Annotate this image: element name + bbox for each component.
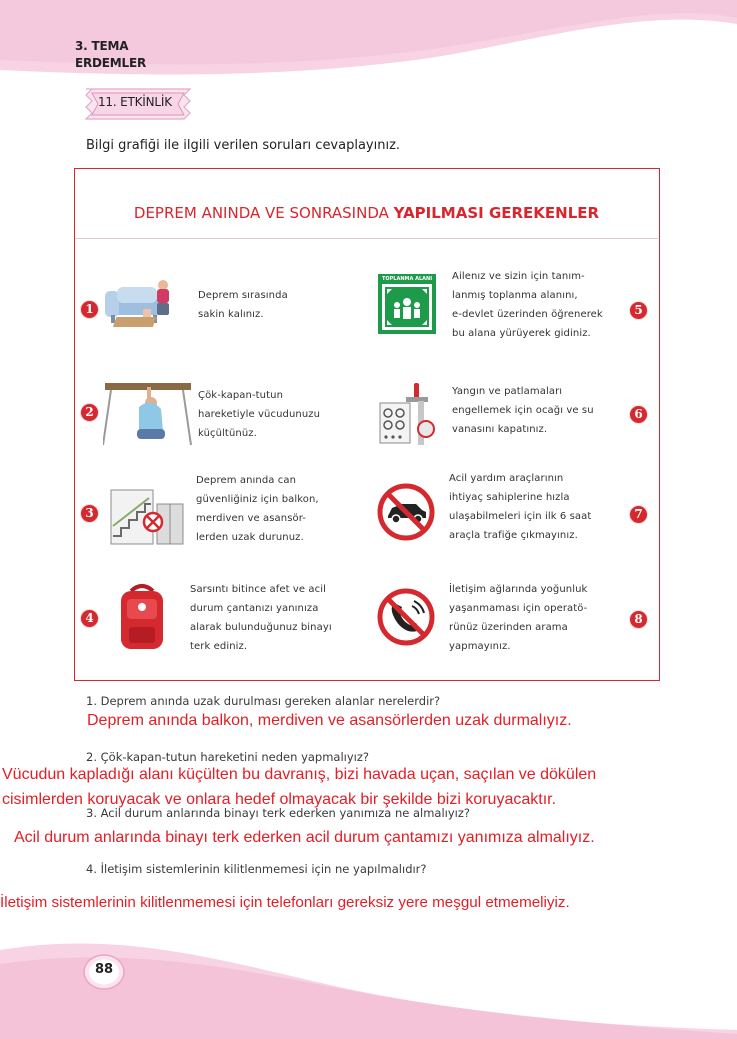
stairs-elevator-illustration: [109, 486, 187, 546]
infographic-box: [74, 168, 660, 681]
item-text-4: Sarsıntı bitince afet ve acil durum çantanızı yanınıza alarak bulunduğunuz binayı terk ediniz.: [190, 584, 332, 652]
item-number-4: 4: [80, 609, 99, 628]
answer-2-line-2: cisimlerden koruyacak ve onlara hedef olmayacak bir şekilde bizi koruyacaktır.: [2, 791, 557, 808]
title-regular: DEPREM ANINDA VE SONRASINDA: [133, 204, 394, 222]
item-number-1: 1: [80, 300, 99, 319]
assembly-area-sign-illustration: [378, 274, 436, 334]
page-number: 88: [95, 962, 114, 977]
item-text-5: Ailenız ve sizin için tanım- lanmış toplanma alanını, e-devlet üzerinden öğrenerek bu alana yürüyerek gidiniz.: [452, 271, 603, 339]
question-1: 1. Deprem anında uzak durulması gereken alanlar nerelerdir?: [86, 694, 441, 708]
item-number-3: 3: [80, 504, 99, 523]
activity-label: 11. ETKİNLİK: [98, 95, 172, 109]
activity-badge: [78, 85, 198, 123]
item-number-2: 2: [80, 403, 99, 422]
no-car-illustration: [376, 482, 436, 542]
answer-3: Acil durum anlarında binayı terk ederken acil durum çantamızı yanımıza almalıyız.: [14, 829, 595, 846]
question-3: 3. Acil durum anlarında binayı terk ederken yanımıza ne almalıyız?: [86, 806, 470, 820]
answer-1: Deprem anında balkon, merdiven ve asansörlerden uzak durmalıyız.: [87, 712, 572, 729]
item-number-6: 6: [629, 405, 648, 424]
question-2: 2. Çök-kapan-tutun hareketini neden yapmalıyız?: [86, 750, 370, 764]
answer-4: İletişim sistemlerinin kilitlenmemesi için telefonları gereksiz yere meşgul etmemeliyiz.: [0, 894, 570, 911]
assembly-sign-label: TOPLANMA ALANI: [381, 276, 433, 282]
theme-number: 3. TEMA: [75, 39, 129, 53]
title-bold: YAPILMASI GEREKENLER: [393, 204, 600, 222]
drop-cover-hold-illustration: [103, 379, 193, 449]
page-number-badge: [82, 952, 126, 992]
theme-header: [75, 38, 146, 72]
instruction-text: Bilgi grafiği ile ilgili verilen soruları cevaplayınız.: [86, 138, 401, 153]
item-text-6: Yangın ve patlamaları engellemek için ocağı ve su vanasını kapatınız.: [452, 386, 594, 435]
item-text-2: Çök-kapan-tutun hareketiyle vücudunuzu küçültünüz.: [198, 390, 321, 439]
item-text-1: Deprem sırasında sakin kalınız.: [198, 290, 288, 320]
infographic-title: [75, 169, 658, 239]
answer-2-line-1: Vücudun kapladığı alanı küçülten bu davranış, bizi havada uçan, saçılan ve dökülen: [2, 766, 597, 783]
question-4: 4. İletişim sistemlerinin kilitlenmemesi için ne yapılmalıdır?: [86, 862, 427, 876]
stove-valve-illustration: [378, 377, 440, 449]
item-text-8: İletişim ağlarında yoğunluk yaşanmaması için operatö- rünüz üzerinden arama yapmayınız.: [449, 584, 588, 652]
no-phone-call-illustration: [376, 587, 436, 647]
sofa-person-illustration: [103, 277, 183, 332]
item-text-7: Acil yardım araçlarının ihtiyaç sahiplerine hızla ulaşabilmeleri için ilk 6 saat araçla trafiğe çıkmayınız.: [449, 473, 592, 541]
item-text-3: Deprem anında can güvenliğiniz için balkon, merdiven ve asansör- lerden uzak durunuz.: [196, 475, 319, 543]
item-number-5: 5: [629, 301, 648, 320]
item-number-7: 7: [629, 505, 648, 524]
item-number-8: 8: [629, 610, 648, 629]
emergency-bag-illustration: [117, 581, 167, 653]
theme-name: ERDEMLER: [75, 56, 147, 70]
